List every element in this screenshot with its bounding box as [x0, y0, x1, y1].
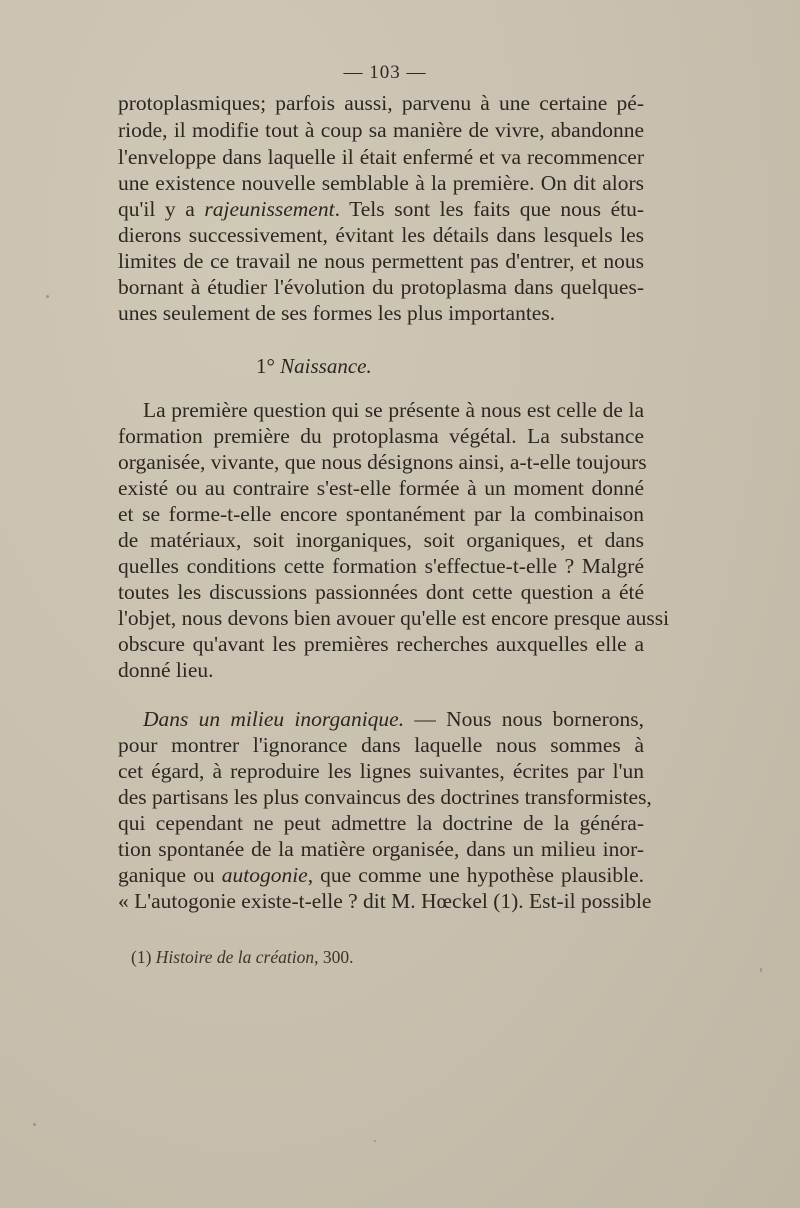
footnote: [131, 946, 353, 968]
paper-speck: [33, 1123, 36, 1126]
heading-title: Naissance.: [280, 354, 372, 378]
footnote-page-ref: , 300.: [314, 947, 354, 967]
text-span: , que comme une hypothèse plausible.: [307, 863, 645, 887]
text-line: cet égard, à reproduire les lignes suivantes, écrites par l'un: [118, 759, 644, 783]
text-line: [118, 196, 644, 222]
text-line: [118, 862, 644, 888]
text-span: ganique ou: [118, 863, 222, 887]
paper-speck: [46, 295, 49, 298]
text-line: une existence nouvelle semblable à la première. On dit alors: [118, 171, 644, 195]
italic-term: rajeunissement: [204, 197, 335, 221]
text-line: donné lieu.: [118, 658, 214, 682]
italic-term: autogonie: [221, 863, 308, 887]
text-line: quelles conditions cette formation s'effectue-t-elle ? Malgré: [118, 554, 644, 578]
text-line: organisée, vivante, que nous désignons ainsi, a-t-elle toujours: [118, 450, 647, 474]
footnote-marker: (1): [131, 947, 152, 967]
text-span: — Nous nous bornerons,: [404, 707, 644, 731]
heading-number: 1°: [256, 354, 275, 378]
text-line: limites de ce travail ne nous permettent pas d'entrer, et nous: [118, 249, 644, 273]
text-line: obscure qu'avant les premières recherches auxquelles elle a: [118, 632, 644, 656]
text-line: tion spontanée de la matière organisée, dans un milieu inor-: [118, 837, 644, 861]
text-line: protoplasmiques; parfois aussi, parvenu à une certaine pé-: [118, 91, 644, 115]
text-line: de matériaux, soit inorganiques, soit organiques, et dans: [118, 528, 644, 552]
paper-speck: [760, 968, 762, 972]
text-line: toutes les discussions passionnées dont cette question a été: [118, 580, 644, 604]
text-line: pour montrer l'ignorance dans laquelle nous sommes à: [118, 733, 644, 757]
page-number: — 103 —: [343, 62, 427, 83]
text-line: et se forme-t-elle encore spontanément par la combinaison: [118, 502, 644, 526]
section-heading: [256, 353, 372, 379]
text-line: l'enveloppe dans laquelle il était enfermé et va recommencer: [118, 145, 644, 169]
footnote-title: Histoire de la création: [155, 947, 315, 967]
text-line: bornant à étudier l'évolution du protoplasma dans quelques-: [118, 275, 644, 299]
text-span: . Tels sont les faits que nous étu-: [334, 197, 644, 221]
text-line: existé ou au contraire s'est-elle formée à un moment donné: [118, 476, 644, 500]
paper-speck: [374, 1140, 376, 1142]
text-line: [143, 706, 644, 732]
text-line: qui cependant ne peut admettre la doctrine de la généra-: [118, 811, 644, 835]
text-line: des partisans les plus convaincus des doctrines transformistes,: [118, 785, 652, 809]
text-line: La première question qui se présente à nous est celle de la: [143, 398, 644, 422]
text-line: dierons successivement, évitant les détails dans lesquels les: [118, 223, 644, 247]
text-line: « L'autogonie existe-t-elle ? dit M. Hœckel (1). Est-il possible: [118, 889, 652, 913]
text-line: formation première du protoplasma végétal. La substance: [118, 424, 644, 448]
text-line: l'objet, nous devons bien avouer qu'elle est encore presque aussi: [118, 606, 670, 630]
italic-lead: Dans un milieu inorganique.: [143, 707, 405, 731]
text-span: qu'il y a: [118, 197, 205, 221]
text-line: riode, il modifie tout à coup sa manière de vivre, abandonne: [118, 118, 644, 142]
text-line: unes seulement de ses formes les plus importantes.: [118, 301, 556, 325]
